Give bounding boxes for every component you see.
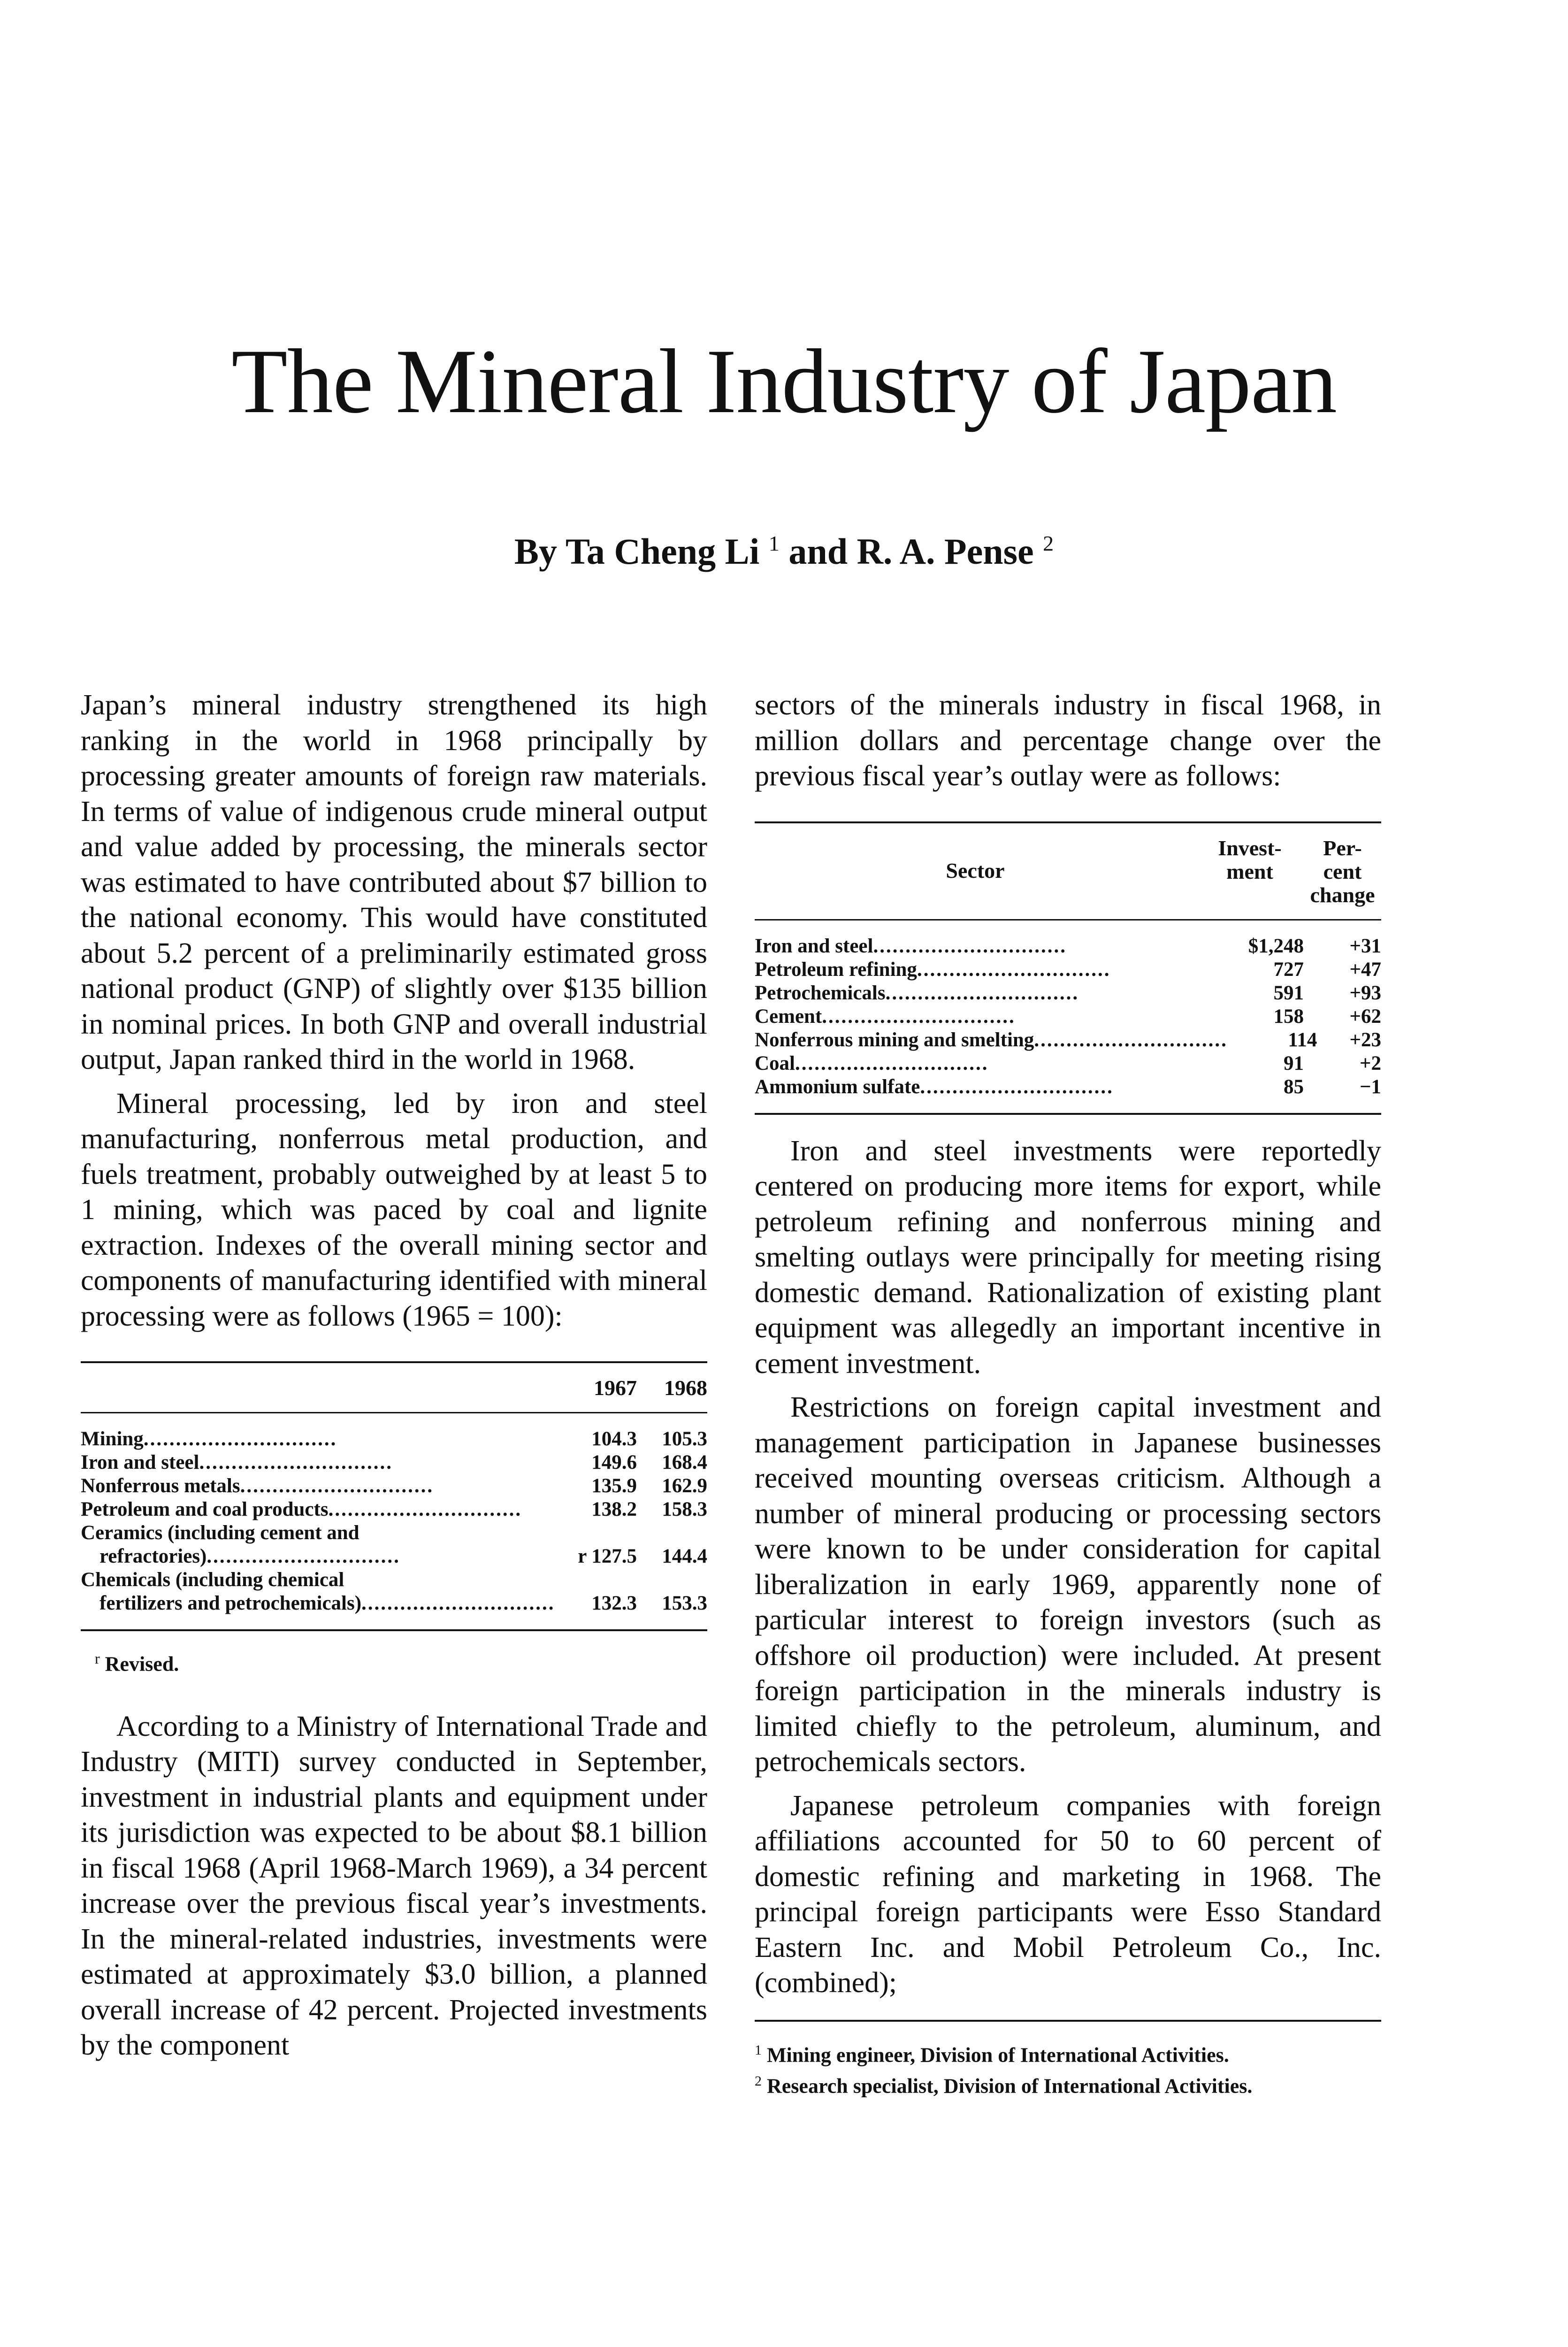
investment-header: Invest- ment <box>1218 836 1282 883</box>
left-column <box>81 688 707 2072</box>
paragraph-restrictions: Restrictions on foreign capital investment and management participation in Japanese businesses received mounting overseas criticism. Although a number of mineral producing or processing sectors were known to be under consideration for capital liberalization in early 1969, apparently none of particular interest to foreign investors (such as offshore oil production) were included. At present foreign participation in the minerals industry is limited chiefly to the petroleum, aluminum, and petrochemicals sectors. <box>755 1391 1381 1778</box>
paragraph-sectors: sectors of the minerals industry in fiscal 1968, in million dollars and percentage change over the previous fiscal year’s outlay were as follows: <box>755 689 1381 792</box>
percent-change-value: +23 <box>1349 1028 1381 1051</box>
row-label: Petrochemicals <box>755 982 886 1004</box>
footnote-1 <box>755 2039 1381 2067</box>
table-row: Iron and steel.............................. 149.6 168.4 <box>81 1451 707 1473</box>
paragraph-intro: Japan’s mineral industry strengthened its high ranking in the world in 1968 principally by processing greater amounts of foreign raw materials. In terms of value of indigenous crude mineral output and value added by processing, the minerals sector was estimated to have contributed about $7 billion to the national economy. This would have constituted about 5.2 percent of a preliminarily estimated gross national product (GNP) of slightly over $135 billion in nominal prices. In both GNP and overall industrial output, Japan ranked third in the world in 1968. <box>81 689 707 1075</box>
table-row: Petrochemicals.............................. 591 +93 <box>755 982 1381 1004</box>
table-row: refractories).............................. r 127.5 144.4 <box>99 1545 707 1567</box>
investment-value: 158 <box>1273 1005 1304 1028</box>
table-row: Ammonium sulfate.............................. 85 −1 <box>755 1075 1381 1098</box>
page-title: The Mineral Industry of Japan <box>231 330 1337 432</box>
row-label: Iron and steel <box>755 935 873 957</box>
investment-value: 91 <box>1284 1052 1304 1074</box>
table-row: Nonferrous mining and smelting.............................. 114 +23 <box>755 1028 1381 1051</box>
footnote-2-text: Research specialist, Division of International Activities. <box>767 2074 1253 2098</box>
footnote-1-text: Mining engineer, Division of International Activities. <box>767 2043 1229 2067</box>
value-1967: 135.9 <box>591 1475 637 1497</box>
footnote-2 <box>755 2070 1381 2098</box>
value-1968: 144.4 <box>662 1545 707 1567</box>
row-label: refractories) <box>99 1545 207 1567</box>
right-column <box>755 688 1381 2101</box>
investment-table <box>755 821 1381 1115</box>
value-1967: 138.2 <box>591 1498 637 1520</box>
investment-value: 727 <box>1273 958 1304 981</box>
footnote-2-mark: 2 <box>755 2073 762 2089</box>
percent-change-value: +93 <box>1349 982 1381 1004</box>
table-row: Iron and steel.............................. $1,248 +31 <box>755 935 1381 957</box>
investment-value: 85 <box>1284 1075 1304 1098</box>
value-1968: 168.4 <box>662 1451 707 1473</box>
table-row <box>81 1521 707 1545</box>
row-label: Coal <box>755 1052 795 1074</box>
index-table-header <box>81 1363 707 1413</box>
investment-value: 591 <box>1273 982 1304 1004</box>
row-label: Ammonium sulfate <box>755 1075 920 1098</box>
investment-table-body <box>755 920 1381 1113</box>
row-label: Cement <box>755 1005 822 1028</box>
author-2-footnote-mark: 2 <box>1043 531 1054 555</box>
value-1967: 149.6 <box>591 1451 637 1473</box>
footnote-1-mark: 1 <box>755 2042 762 2058</box>
row-label: Petroleum and coal products <box>81 1498 329 1520</box>
value-1967: 132.3 <box>591 1592 637 1614</box>
author-1: Ta Cheng Li <box>566 531 760 572</box>
row-label: fertilizers and petrochemicals) <box>99 1592 362 1614</box>
table-row: Petroleum and coal products.............................. 138.2 158.3 <box>81 1498 707 1520</box>
table-footnote <box>95 1650 707 1676</box>
paragraph-miti-survey: According to a Ministry of International Trade and Industry (MITI) survey conducted in September, investment in industrial plants and equipment under its jurisdiction was expected to be about $8.1 billion in fiscal 1968 (April 1968-March 1969), a 34 percent increase over the previous fiscal year’s investments. In the mineral-related industries, investments were estimated at approximately $3.0 billion, a planned overall increase of 42 percent. Projected investments by the component <box>81 1710 707 2062</box>
percent-change-value: +2 <box>1359 1052 1381 1074</box>
byline <box>0 530 1568 573</box>
value-1968: 158.3 <box>662 1498 707 1520</box>
row-label: Iron and steel <box>81 1451 199 1473</box>
index-table-corner <box>81 1376 566 1400</box>
table-row: Petroleum refining.............................. 727 +47 <box>755 958 1381 981</box>
table-footnote-mark: r <box>95 1650 100 1667</box>
row-label: Nonferrous mining and smelting <box>755 1028 1034 1051</box>
sector-header: Sector <box>946 858 1005 882</box>
paragraph-petroleum: Japanese petroleum companies with foreign affiliations accounted for 50 to 60 percent of domestic refining and marketing in 1968. The principal foreign participants were Esso Standard Eastern Inc. and Mobil Petroleum Co., Inc. (combined); <box>755 1789 1381 1999</box>
percent-change-value: +62 <box>1349 1005 1381 1028</box>
table-row: fertilizers and petrochemicals).............................. 132.3 153.3 <box>99 1592 707 1614</box>
percent-change-value: +31 <box>1349 935 1381 957</box>
row-label: Petroleum refining <box>755 958 917 981</box>
percent-change-value: +47 <box>1349 958 1381 981</box>
author-2: R. A. Pense <box>857 531 1034 572</box>
author-1-footnote-mark: 1 <box>768 531 780 555</box>
paragraph-processing: Mineral processing, led by iron and steel manufacturing, nonferrous metal production, and fuels treatment, probably outweighed by at least 5 to 1 mining, which was paced by coal and lignite extraction. Indexes of the overall mining sector and components of manufacturing identified with mineral processing were as follows (1965 = 100): <box>81 1087 707 1332</box>
table-row: Cement.............................. 158 +62 <box>755 1005 1381 1028</box>
value-1968: 105.3 <box>662 1428 707 1450</box>
byline-prefix: By <box>514 531 557 572</box>
table-row: Mining.............................. 104.3 105.3 <box>81 1428 707 1450</box>
byline-conjunction: and <box>788 531 848 572</box>
index-col-1968: 1968 <box>664 1376 707 1400</box>
investment-table-header <box>755 823 1381 920</box>
row-label: Chemicals (including chemical <box>81 1569 344 1591</box>
row-label: Nonferrous metals <box>81 1475 240 1497</box>
table-footnote-text: Revised. <box>105 1652 179 1676</box>
table-row: Coal.............................. 91 +2 <box>755 1052 1381 1074</box>
investment-value: 114 <box>1288 1028 1317 1051</box>
table-row: Nonferrous metals.............................. 135.9 162.9 <box>81 1475 707 1497</box>
row-label: Mining <box>81 1428 144 1450</box>
percent-change-header: Per- cent change <box>1310 836 1375 907</box>
value-1967: r 127.5 <box>578 1545 637 1567</box>
row-label: Ceramics (including cement and <box>81 1522 359 1544</box>
table-row <box>81 1568 707 1592</box>
investment-value: $1,248 <box>1248 935 1304 957</box>
author-footnotes <box>755 2020 1381 2098</box>
percent-change-value: −1 <box>1359 1075 1381 1098</box>
paragraph-iron-steel: Iron and steel investments were reportedly centered on producing more items for export, while petroleum refining and nonferrous mining and smelting outlays were principally for meeting rising domestic demand. Rationalization of existing plant equipment was allegedly an important incentive in cement investment. <box>755 1135 1381 1380</box>
index-table <box>81 1361 707 1631</box>
value-1968: 153.3 <box>662 1592 707 1614</box>
value-1968: 162.9 <box>662 1475 707 1497</box>
index-table-body <box>81 1413 707 1629</box>
value-1967: 104.3 <box>591 1428 637 1450</box>
index-col-1967: 1967 <box>594 1376 637 1400</box>
